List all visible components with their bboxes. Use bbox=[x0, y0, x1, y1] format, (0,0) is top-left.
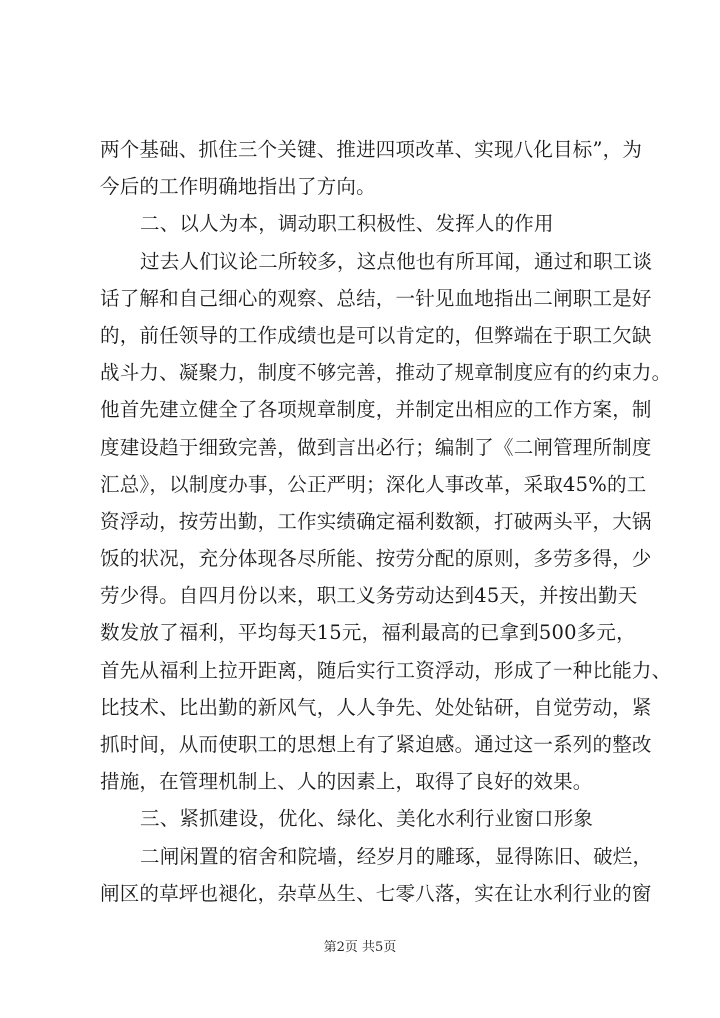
page-number-footer: 第2页 共5页 bbox=[323, 940, 397, 955]
text-line: 闸区的草坪也褪化，杂草丛生、七零八落，实在让水利行业的窗 bbox=[100, 881, 652, 905]
text-line: 资浮动，按劳出勤，工作实绩确定福利数额，打破两头平，大锅 bbox=[100, 509, 652, 533]
text-line: 度建设趋于细致完善，做到言出必行；编制了《二闸管理所制度 bbox=[100, 435, 652, 459]
text-line: 话了解和自己细心的观察、总结，一针见血地指出二闸职工是好 bbox=[100, 286, 652, 310]
text-line: 汇总》，以制度办事，公正严明；深化人事改革，采取45%的工 bbox=[100, 472, 647, 496]
text-line: 的，前任领导的工作成绩也是可以肯定的，但弊端在于职工欠缺 bbox=[100, 323, 652, 347]
document-body bbox=[100, 131, 672, 912]
text-line: 劳少得。自四月份以来，职工义务劳动达到45天，并按出勤天 bbox=[100, 584, 638, 608]
text-line: 两个基础、抓住三个关键、推进四项改革、实现八化目标”，为 bbox=[100, 138, 643, 161]
text-line: 二闸闲置的宿舍和院墙，经岁月的雕琢，显得陈旧、破烂， bbox=[140, 844, 653, 868]
text-line: 三、紧抓建设，优化、绿化、美化水利行业窗口形象 bbox=[140, 807, 594, 831]
text-line: 今后的工作明确地指出了方向。 bbox=[100, 175, 376, 199]
text-line: 比技术、比出勤的新风气，人人争先、处处钻研，自觉劳动，紧 bbox=[100, 695, 652, 719]
text-line: 数发放了福利，平均每天15元，福利最高的已拿到500多元， bbox=[100, 621, 636, 645]
text-line: 战斗力、凝聚力，制度不够完善，推动了规章制度应有的约束力。 bbox=[100, 361, 672, 385]
text-line: 抓时间，从而使职工的思想上有了紧迫感。通过这一系列的整改 bbox=[100, 733, 652, 756]
text-line: 首先从福利上拉开距离，随后实行工资浮动，形成了一种比能力、 bbox=[100, 658, 672, 682]
text-line: 措施，在管理机制上、人的因素上，取得了良好的效果。 bbox=[100, 770, 593, 794]
text-line: 饭的状况，充分体现各尽所能、按劳分配的原则，多劳多得，少 bbox=[100, 547, 652, 571]
text-line: 他首先建立健全了各项规章制度，并制定出相应的工作方案，制 bbox=[100, 398, 652, 422]
text-line: 二、以人为本，调动职工积极性、发挥人的作用 bbox=[140, 212, 554, 236]
text-line: 过去人们议论二所较多，这点他也有所耳闻，通过和职工谈 bbox=[140, 249, 653, 273]
